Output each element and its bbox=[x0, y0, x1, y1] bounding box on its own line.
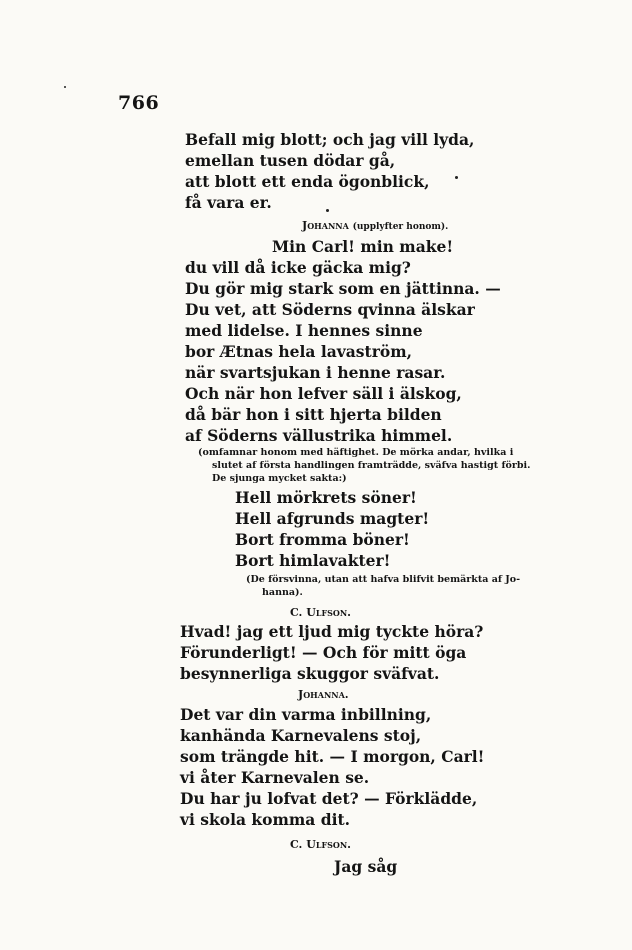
verse-line: med lidelse. I hennes sinne bbox=[185, 321, 423, 340]
speaker-name: Johanna bbox=[302, 219, 349, 232]
verse-line: af Söderns vällustrika himmel. bbox=[185, 426, 453, 445]
page-number: 766 bbox=[118, 92, 160, 114]
catchword: Jag såg bbox=[334, 857, 398, 876]
verse-line: när svartsjukan i henne rasar. bbox=[185, 363, 446, 382]
chorus-line: Hell mörkrets söner! bbox=[235, 488, 417, 507]
verse-line: vi åter Karnevalen se. bbox=[180, 768, 370, 787]
verse-line: Befall mig blott; och jag vill lyda, bbox=[185, 130, 475, 149]
verse-line: emellan tusen dödar gå, bbox=[185, 151, 396, 170]
verse-line: Du vet, att Söderns qvinna älskar bbox=[185, 300, 475, 319]
speaker-heading bbox=[302, 219, 448, 234]
speaker-heading: C. Ulfson. bbox=[290, 838, 352, 851]
verse-line: vi skola komma dit. bbox=[180, 810, 351, 829]
verse-line: Och när hon lefver säll i älskog, bbox=[185, 384, 462, 403]
verse-line: kanhända Karnevalens stoj, bbox=[180, 726, 422, 745]
verse-line: få vara er. bbox=[185, 193, 272, 212]
chorus-line: Bort fromma böner! bbox=[235, 530, 410, 549]
ink-speck bbox=[64, 86, 66, 88]
stage-direction-line: slutet af första handlingen framträdde, sväfva hastigt förbi. bbox=[212, 460, 531, 471]
stage-direction-line: (De försvinna, utan att hafva blifvit bemärkta af Jo- bbox=[246, 574, 521, 585]
speaker-heading: C. Ulfson. bbox=[290, 606, 352, 619]
ink-speck bbox=[455, 176, 458, 179]
verse-line: du vill då icke gäcka mig? bbox=[185, 258, 411, 277]
verse-line: Hvad! jag ett ljud mig tyckte höra? bbox=[180, 622, 484, 641]
chorus-line: Hell afgrunds magter! bbox=[235, 509, 430, 528]
stage-direction-line: De sjunga mycket sakta:) bbox=[212, 473, 347, 484]
verse-line: Förunderligt! — Och för mitt öga bbox=[180, 643, 467, 662]
verse-line: Du gör mig stark som en jättinna. — bbox=[185, 279, 501, 298]
verse-line: då bär hon i sitt hjerta bilden bbox=[185, 405, 442, 424]
verse-line: Min Carl! min make! bbox=[272, 237, 454, 256]
stage-direction-line: (omfamnar honom med häftighet. De mörka andar, hvilka i bbox=[198, 447, 514, 458]
verse-line: bor Ætnas hela lavaström, bbox=[185, 342, 412, 361]
verse-line: att blott ett enda ögonblick, bbox=[185, 172, 430, 191]
speaker-heading: Johanna. bbox=[298, 688, 349, 701]
stage-direction-line: hanna). bbox=[262, 587, 303, 598]
verse-line: besynnerliga skuggor sväfvat. bbox=[180, 664, 440, 683]
verse-line: som trängde hit. — I morgon, Carl! bbox=[180, 747, 485, 766]
verse-line: Det var din varma inbillning, bbox=[180, 705, 432, 724]
speaker-direction: (upplyfter honom). bbox=[352, 222, 449, 232]
chorus-line: Bort himlavakter! bbox=[235, 551, 391, 570]
ink-speck bbox=[326, 209, 329, 212]
verse-line: Du har ju lofvat det? — Förklädde, bbox=[180, 789, 478, 808]
